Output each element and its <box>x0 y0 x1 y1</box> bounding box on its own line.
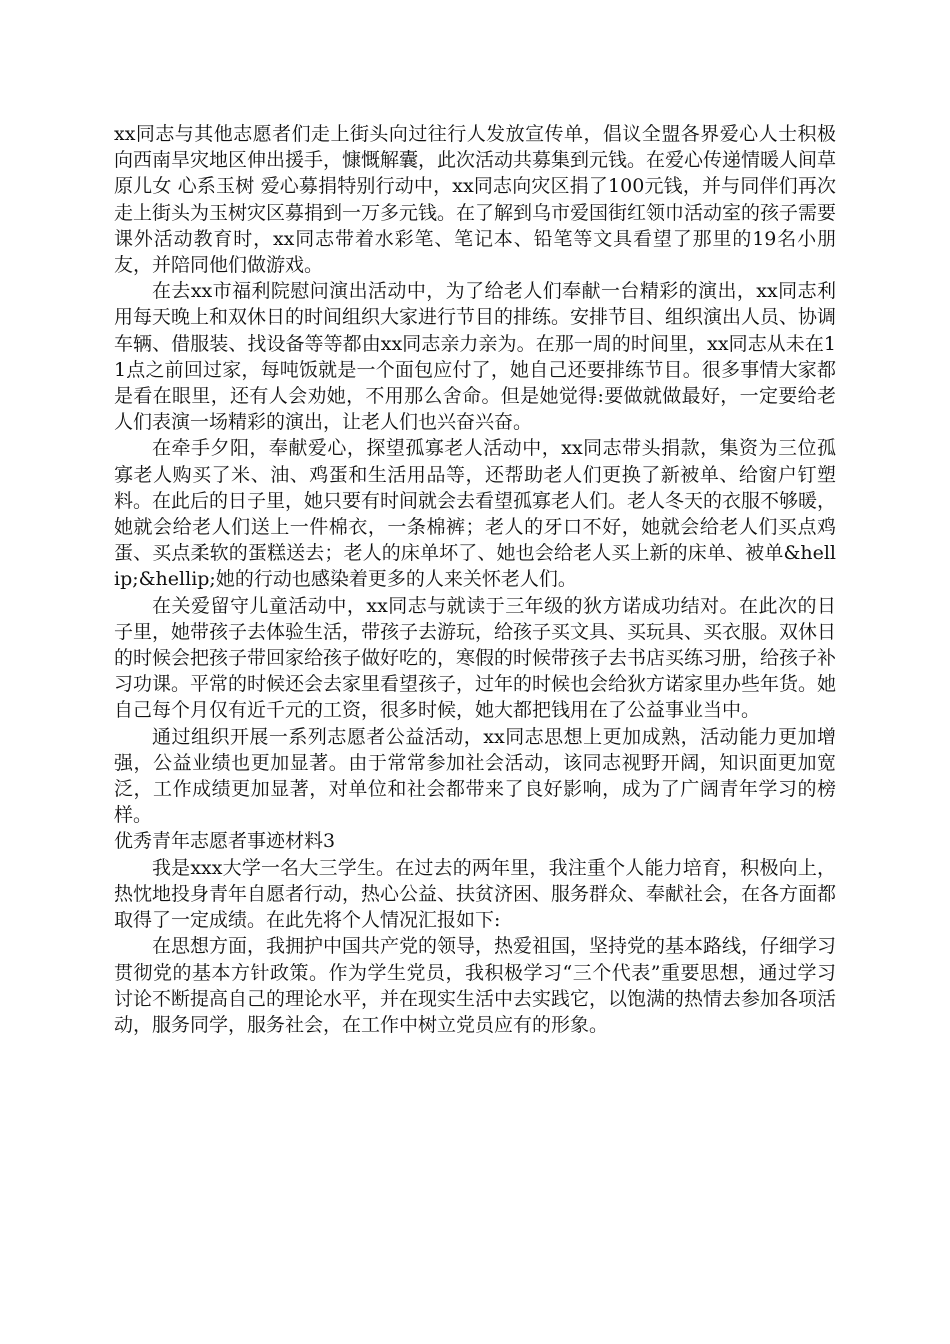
paragraph-welfare-performance: 在去xx市福利院慰问演出活动中，为了给老人们奉献一台精彩的演出，xx同志利用每天晚上和双休日的时间组织大家进行节目的排练。安排节目、组织演出人员、协调车辆、借服装、找设备等等都由xx同志亲力亲为。在那一周的时间里，xx同志从未在11点之前回过家，每吨饭就是一个面包应付了，她自己还要排练节目。很多事情大家都是看在眼里，还有人会劝她，不用那么舍命。但是她觉得:要做就做最好，一定要给老人们表演一场精彩的演出，让老人们也兴奋兴奋。 <box>114 280 837 434</box>
document-body <box>114 121 836 1038</box>
paragraph-ideology: 在思想方面，我拥护中国共产党的领导，热爱祖国，坚持党的基本路线，仔细学习贯彻党的基本方针政策。作为学生党员，我积极学习“三个代表”重要思想，通过学习讨论不断提高自己的理论水平，并在现实生活中去实践它，以饱满的热情去参加各项活动，服务同学，服务社会，在工作中树立党员应有的形象。 <box>114 935 837 1036</box>
paragraph-left-behind-children: 在关爱留守儿童活动中，xx同志与就读于三年级的狄方诺成功结对。在此次的日子里，她带孩子去体验生活，带孩子去游玩，给孩子买文具、买玩具、买衣服。双休日的时候会把孩子带回家给孩子做好吃的，寒假的时候带孩子去书店买练习册，给孩子补习功课。平常的时候还会去家里看望孩子，过年的时候也会给狄方诺家里办些年货。她自己每个月仅有近千元的工资，很多时候，她大都把钱用在了公益事业当中。 <box>114 594 837 722</box>
paragraph-summary: 通过组织开展一系列志愿者公益活动，xx同志思想上更加成熟，活动能力更加增强，公益业绩也更加显著。由于常常参加社会活动，该同志视野开阔，知识面更加宽泛，工作成绩更加显著，对单位和社会都带来了良好影响，成为了广阔青年学习的榜样。 <box>114 725 836 827</box>
paragraph-donation-activities: xx同志与其他志愿者们走上街头向过往行人发放宣传单，倡议全盟各界爱心人士积极向西南旱灾地区伸出援手，慷慨解囊，此次活动共募集到元钱。在爱心传递情暖人间草原儿女 心系玉树 爱心募捐特别行动中，xx同志向灾区捐了100元钱，并与同伴们再次走上街头为玉树灾区募捐到一万多元钱。在了解到乌市爱国街红领巾活动室的孩子需要课外活动教育时，xx同志带着水彩笔、笔记本、铅笔等文具看望了那里的19名小朋友，并陪同他们做游戏。 <box>114 123 837 277</box>
paragraph-elderly-care: 在牵手夕阳，奉献爱心，探望孤寡老人活动中，xx同志带头捐款，集资为三位孤寡老人购买了米、油、鸡蛋和生活用品等，还帮助老人们更换了新被单、给窗户钉塑料。在此后的日子里，她只要有时间就会去看望孤寡老人们。老人冬天的衣服不够暖，她就会给老人们送上一件棉衣，一条棉裤；老人的牙口不好，她就会给老人们买点鸡蛋、买点柔软的蛋糕送去；老人的床单坏了、她也会给老人买上新的床单、被单&hellip;&hellip;她的行动也感染着更多的人来关怀老人们。 <box>114 437 837 591</box>
section-heading: 优秀青年志愿者事迹材料3 <box>114 830 336 853</box>
paragraph-self-introduction: 我是xxx大学一名大三学生。在过去的两年里，我注重个人能力培育，积极向上，热忱地投身青年自愿者行动，热心公益、扶贫济困、服务群众、奉献社会，在各方面都取得了一定成绩。在此先将个人情况汇报如下: <box>114 856 837 932</box>
